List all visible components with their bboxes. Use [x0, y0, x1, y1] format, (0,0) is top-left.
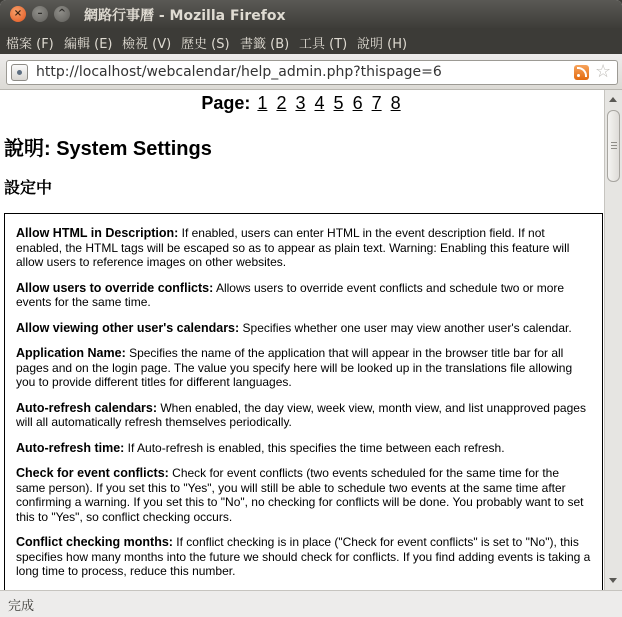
help-entry	[16, 441, 591, 456]
help-entry	[16, 346, 591, 390]
menu-edit[interactable]: 編輯 (E)	[64, 37, 113, 52]
help-description: Specifies the name of the application that will appear in the browser title bar for all pages and on the login page. The value you specify here will be looked up in the translations file allowing you to provide different titles for different languages.	[16, 346, 573, 389]
window-title: 網路行事曆 - Mozilla Firefox	[84, 8, 286, 24]
help-description: If Auto-refresh is enabled, this specifies the time between each refresh.	[124, 440, 505, 455]
help-entry	[16, 401, 591, 430]
help-description: If conflict checking is in place ("Check for event conflicts" is set to "No"), this specifies how many months into the future we should check for conflicts. If you find adding events is taking a long time to process, reduce this number.	[16, 535, 591, 578]
status-bar	[0, 590, 622, 617]
title-bar	[0, 0, 622, 28]
help-term: Auto-refresh calendars:	[16, 400, 158, 415]
help-description: Allows users to override event conflicts and schedule two or more events for the same time.	[16, 280, 565, 309]
help-term: Check for event conflicts:	[16, 466, 169, 480]
page-link-5[interactable]: 5	[333, 93, 344, 113]
help-term: Allow HTML in Description:	[16, 226, 179, 240]
scroll-up-arrow-icon[interactable]	[609, 97, 617, 102]
menu-bar	[0, 28, 622, 54]
help-term: Application Name:	[16, 346, 126, 360]
pager-label: Page:	[201, 93, 251, 113]
scrollbar-thumb[interactable]	[607, 110, 620, 182]
menu-tools[interactable]: 工具 (T)	[299, 37, 348, 52]
close-window-icon[interactable]: ×	[10, 6, 26, 22]
page-link-8[interactable]: 8	[390, 93, 401, 113]
help-entry	[16, 321, 591, 336]
minimize-window-icon[interactable]: –	[32, 6, 48, 22]
status-text: 完成	[8, 599, 35, 614]
page-link-1[interactable]: 1	[257, 93, 268, 113]
section-title: 設定中	[4, 180, 53, 197]
scroll-down-arrow-icon[interactable]	[609, 578, 617, 583]
page-link-7[interactable]: 7	[371, 93, 382, 113]
vertical-scrollbar[interactable]	[604, 90, 622, 590]
grip-line-icon	[611, 148, 617, 149]
url-bar[interactable]	[6, 60, 618, 85]
help-entry	[16, 535, 591, 579]
menu-history[interactable]: 歷史 (S)	[181, 37, 230, 52]
help-description: Specifies whether one user may view another user's calendar.	[239, 320, 572, 335]
help-entry	[16, 466, 591, 524]
help-term: Allow viewing other user's calendars:	[16, 320, 240, 335]
page-title: 說明: System Settings	[4, 138, 212, 160]
grip-line-icon	[611, 142, 617, 143]
menu-help[interactable]: 說明 (H)	[357, 37, 408, 52]
help-term: Auto-refresh time:	[16, 440, 125, 455]
menu-file[interactable]: 檔案 (F)	[6, 37, 54, 52]
bookmark-star-icon[interactable]: ☆	[595, 61, 612, 82]
help-term: Allow users to override conflicts:	[16, 280, 214, 295]
help-entry	[16, 226, 591, 270]
help-list	[4, 213, 603, 590]
menu-view[interactable]: 檢視 (V)	[122, 37, 172, 52]
help-entry	[16, 281, 591, 310]
navigation-toolbar	[0, 54, 622, 90]
page-navigation	[0, 93, 604, 114]
help-description: Check for event conflicts (two events scheduled for the same time for the same person). If you set this to "Yes", you will still be able to schedule two events at the same time after confirming a warning. If you set this to "No", no checking for conflicts will be done. You probably want to set this to "Yes", so conflict checking occurs.	[16, 466, 584, 524]
rss-feed-icon[interactable]	[574, 65, 589, 80]
page-content	[0, 90, 604, 590]
page-link-4[interactable]: 4	[314, 93, 325, 113]
site-identity-icon[interactable]	[11, 64, 28, 81]
page-link-2[interactable]: 2	[276, 93, 287, 113]
grip-line-icon	[611, 145, 617, 146]
page-link-3[interactable]: 3	[295, 93, 306, 113]
help-description: If enabled, users can enter HTML in the event description field. If not enabled, the HTML tags will be escaped so as to appear as plain text. Warning: Enabling this feature will allow users to reference images on other websites.	[16, 226, 570, 269]
url-text[interactable]: http://localhost/webcalendar/help_admin.php?thispage=6	[36, 64, 442, 80]
help-description: When enabled, the day view, week view, month view, and list unapproved pages will all automatically refresh themselves periodically.	[16, 400, 586, 429]
maximize-window-icon[interactable]: ^	[54, 6, 70, 22]
help-term: Conflict checking months:	[16, 535, 173, 549]
page-link-6[interactable]: 6	[352, 93, 363, 113]
menu-bookmarks[interactable]: 書籤 (B)	[240, 37, 290, 52]
